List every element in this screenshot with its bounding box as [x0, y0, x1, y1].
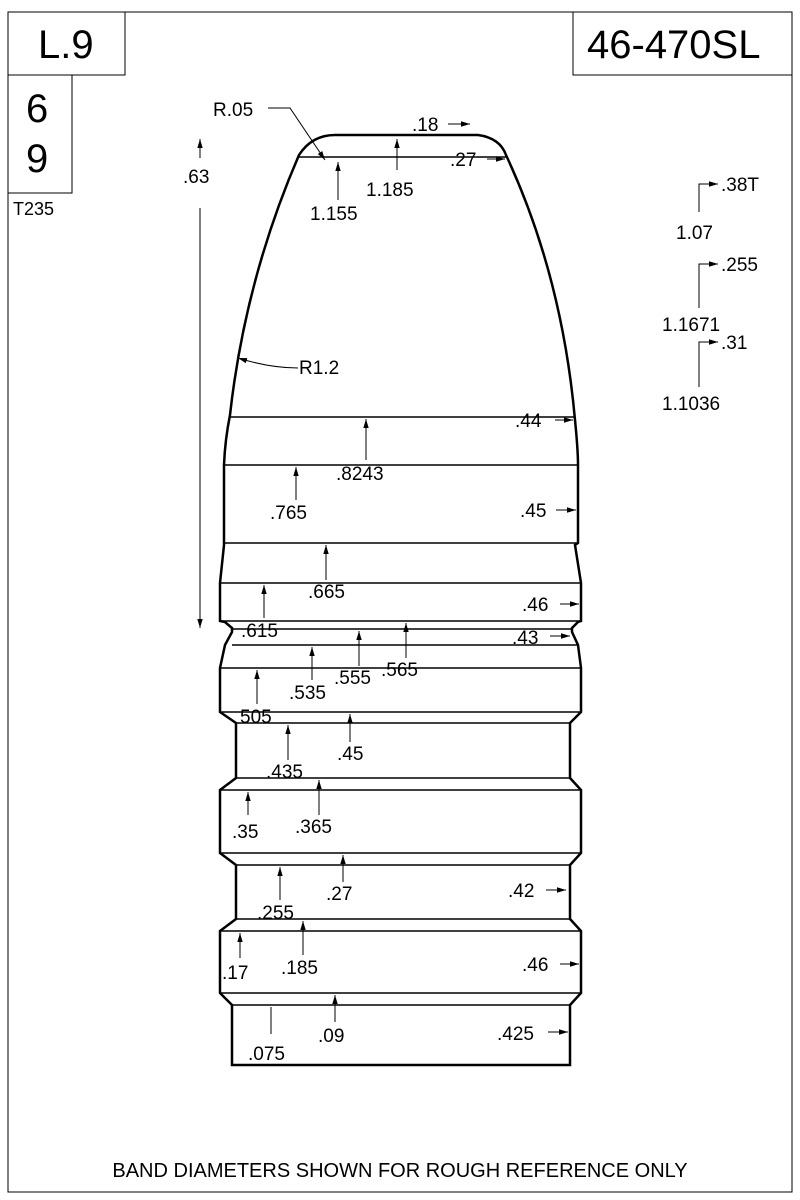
- side-notes: [662, 175, 759, 415]
- label-765: .765: [270, 503, 307, 524]
- label-075: .075: [248, 1044, 285, 1065]
- note-31: .31: [721, 333, 748, 354]
- number-bottom: 9: [26, 137, 49, 181]
- label-615: .615: [241, 621, 278, 642]
- label-r12: R1.2: [299, 358, 340, 379]
- right-code: 46-470SL: [587, 23, 761, 67]
- label-45-lower: .45: [337, 744, 364, 765]
- number-top: 6: [26, 87, 49, 131]
- left-code: L.9: [38, 23, 94, 67]
- label-46-lower: .46: [522, 955, 549, 976]
- label-09: .09: [318, 1026, 345, 1047]
- note-38t: .38T: [721, 175, 760, 196]
- footer-note: BAND DIAMETERS SHOWN FOR ROUGH REFERENCE ONLY: [112, 1160, 688, 1182]
- label-185: .185: [281, 958, 318, 979]
- label-35: .35: [232, 822, 259, 843]
- label-365: .365: [295, 817, 332, 838]
- label-1185: 1.185: [366, 180, 414, 201]
- label-1155: 1.155: [310, 204, 358, 225]
- label-18: .18: [412, 115, 439, 136]
- label-665: .665: [308, 582, 345, 603]
- note-11036: 1.1036: [662, 394, 721, 415]
- label-27-lower: .27: [326, 884, 353, 905]
- label-435: .435: [266, 762, 303, 783]
- label-45-upper: .45: [520, 501, 547, 522]
- label-535: .535: [289, 683, 326, 704]
- label-42: .42: [508, 881, 535, 902]
- label-565: .565: [381, 660, 418, 681]
- label-17: .17: [222, 963, 249, 984]
- label-8243: .8243: [336, 464, 384, 485]
- label-505: 505: [240, 707, 272, 728]
- sub-code: T235: [13, 199, 55, 219]
- label-425: .425: [497, 1024, 534, 1045]
- note-11671: 1.1671: [662, 315, 721, 336]
- label-27: .27: [450, 150, 477, 171]
- label-43: .43: [512, 628, 539, 649]
- note-107: 1.07: [676, 223, 713, 244]
- label-63: .63: [183, 167, 210, 188]
- label-46-upper: .46: [522, 595, 549, 616]
- label-255: .255: [257, 903, 294, 924]
- label-555: .555: [334, 668, 371, 689]
- label-r05: R.05: [213, 100, 254, 121]
- label-44: .44: [515, 411, 542, 432]
- note-255: .255: [721, 255, 758, 276]
- leader-lines: [200, 108, 721, 1034]
